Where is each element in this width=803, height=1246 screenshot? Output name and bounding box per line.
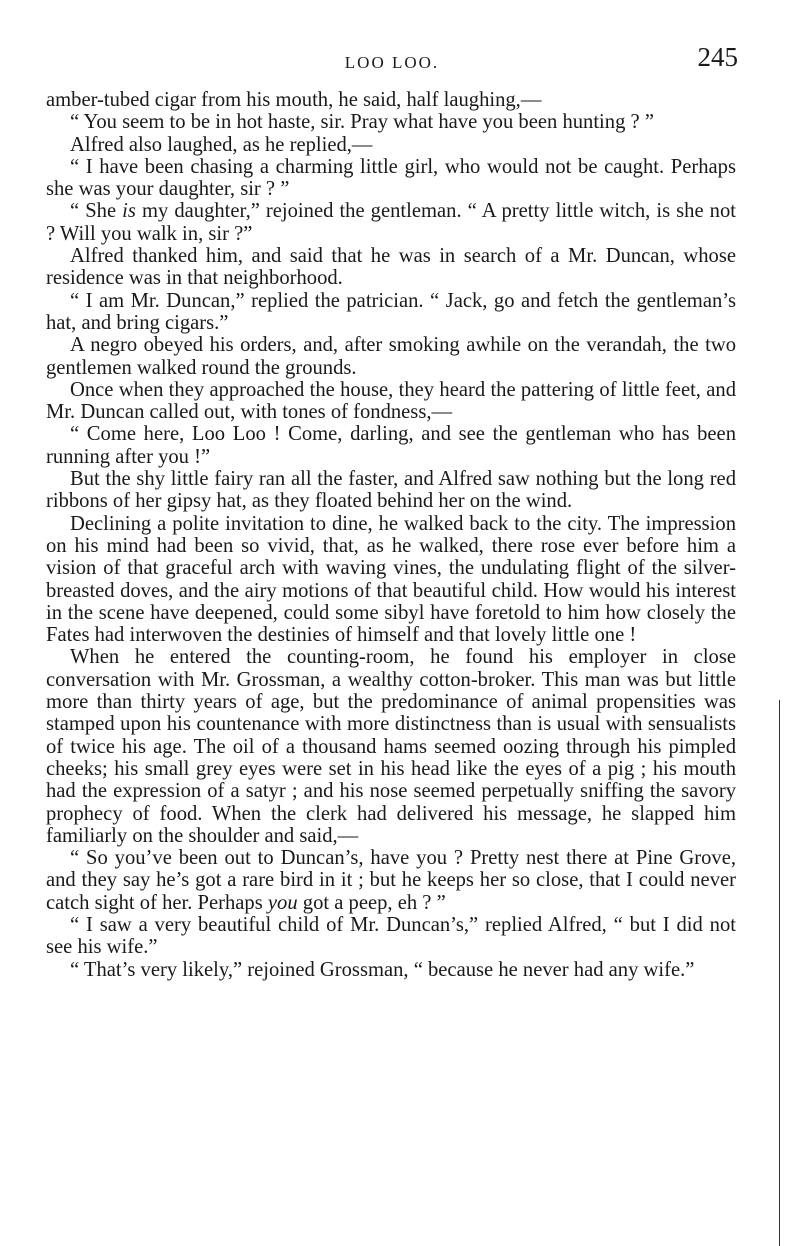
paragraph — [46, 200, 736, 245]
emphasis-text: is — [122, 200, 136, 223]
paragraph — [46, 847, 736, 914]
paragraph: “ That’s very likely,” rejoined Grossman, “ because he never had any wife.” — [70, 958, 695, 981]
paragraph: Alfred also laughed, as he replied,— — [70, 133, 373, 156]
paragraph: Once when they approached the house, they heard the pattering of little feet, and Mr. Duncan called out, with tones of fondness,— — [46, 378, 736, 424]
paragraph: Alfred thanked him, and said that he was in search of a Mr. Duncan, whose residence was in that neighborhood. — [46, 245, 736, 290]
running-title: LOO LOO. — [344, 53, 440, 72]
paragraph: “ I have been chasing a charming little girl, who would not be caught. Perhaps she was your daughter, sir ? ” — [46, 155, 736, 201]
paragraph: “ I saw a very beautiful child of Mr. Duncan’s,” replied Alfred, “ but I did not see his wife.” — [46, 913, 736, 959]
page-edge-line — [779, 700, 780, 1246]
emphasis-text: you — [267, 891, 298, 914]
paragraph: When he entered the counting-room, he found his employer in close conversation with Mr. Grossman, a wealthy cotton-broker. This man was but little more than thirty years of age, but the predominance of animal propensities was stamped upon his countenance with more distinctness than is usual with sensualists of twice his age. The oil of a thousand hams seemed oozing through his pimpled cheeks; his small grey eyes were set in his head like the eyes of a pig ; his mouth had the expression of a satyr ; and his nose seemed perpetually sniffing the savory prophecy of food. When the clerk had delivered his message, he slapped him familiarly on the shoulder and said,— — [46, 646, 736, 847]
paragraph-text: “ She — [70, 200, 123, 223]
paragraph-text: “ So you’ve been out to Duncan’s, have you ? Pretty nest there at Pine Grove, and they say he’s got a rare bird in it ; but he keeps her so close, that I could never catch sight of her. Perhaps — [46, 847, 736, 914]
page-number: 245 — [697, 42, 738, 72]
paragraph-text: got a peep, eh ? ” — [297, 891, 446, 914]
paragraph-text: my daughter,” rejoined the gentleman. “ A pretty little witch, is she not ? Will you walk in, sir ?” — [46, 200, 736, 245]
paragraph: Declining a polite invitation to dine, he walked back to the city. The impression on his mind had been so vivid, that, as he walked, there rose ever before him a vision of that graceful arch with waving vines, the undulating flight of the silver-breasted doves, and the airy motions of that beautiful child. How would his interest in the scene have deepened, could some sibyl have foretold to him how closely the Fates had interwoven the destinies of himself and that lovely little one ! — [46, 512, 736, 647]
paragraph: “ I am Mr. Duncan,” replied the patrician. “ Jack, go and fetch the gentleman’s hat, and bring cigars.” — [46, 289, 736, 334]
paragraph: “ Come here, Loo Loo ! Come, darling, and see the gentleman who has been running after you !” — [46, 423, 736, 468]
paragraph: “ You seem to be in hot haste, sir. Pray what have you been hunting ? ” — [70, 111, 654, 134]
paragraph: But the shy little fairy ran all the faster, and Alfred saw nothing but the long red ribbons of her gipsy hat, as they floated behind her on the wind. — [46, 468, 736, 513]
body-text — [46, 89, 736, 981]
paragraph: amber-tubed cigar from his mouth, he said, half laughing,— — [46, 89, 542, 111]
running-head — [46, 42, 738, 82]
paragraph: A negro obeyed his orders, and, after smoking awhile on the verandah, the two gentlemen walked round the grounds. — [46, 334, 736, 379]
